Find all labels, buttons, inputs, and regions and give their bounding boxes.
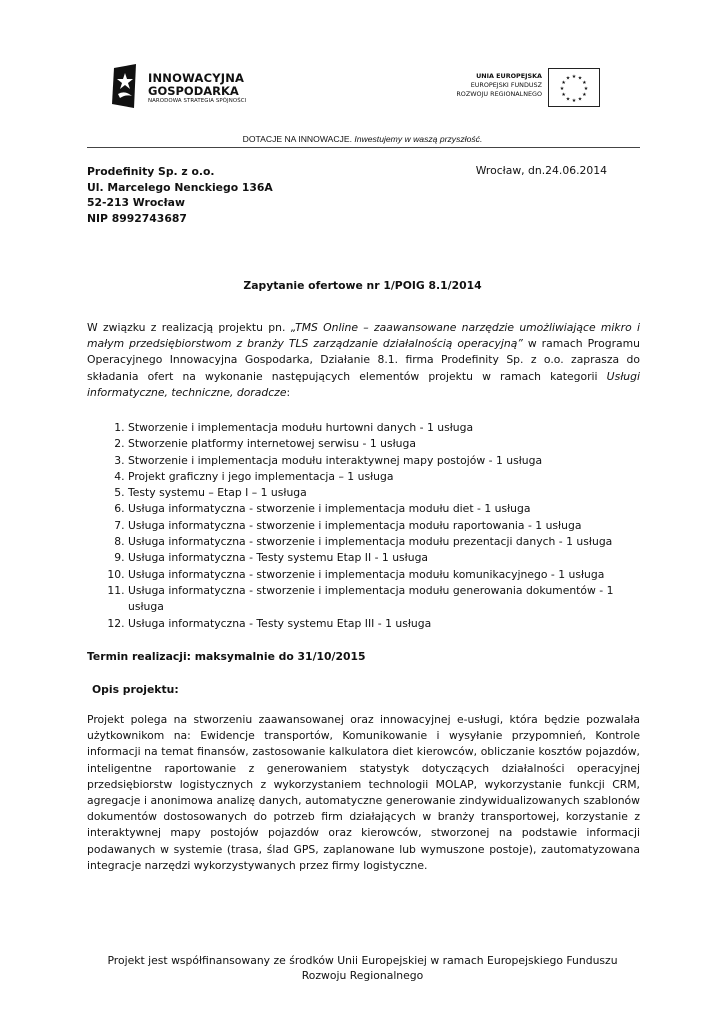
- list-item: 10. Usługa informatyczna - stworzenie i implementacja modułu komunikacyjnego - 1 usługa: [128, 567, 640, 583]
- list-item: 8. Usługa informatyczna - stworzenie i implementacja modułu prezentacji danych - 1 usługa: [128, 534, 640, 550]
- svg-text:★: ★: [577, 96, 583, 103]
- list-item: 5. Testy systemu – Etap I – 1 usługa: [128, 485, 640, 501]
- document-title: Zapytanie ofertowe nr 1/POIG 8.1/2014: [243, 279, 482, 292]
- list-item: 6. Usługa informatyczna - stworzenie i implementacja modułu diet - 1 usługa: [128, 501, 640, 517]
- list-item: 4. Projekt graficzny i jego implementacja – 1 usługa: [128, 469, 640, 485]
- svg-text:★: ★: [561, 92, 566, 98]
- footer: [0, 953, 725, 984]
- header-divider: [87, 147, 640, 148]
- intro-part1: W związku z realizacją projektu pn.: [87, 321, 291, 334]
- intro-paragraph: [87, 320, 640, 401]
- eu-logo-line3: ROZWOJU REGIONALNEGO: [456, 90, 542, 98]
- svg-text:★: ★: [559, 86, 565, 92]
- tagline-plain: DOTACJE NA INNOWACJE.: [242, 134, 352, 144]
- eu-flag-icon: [548, 68, 600, 107]
- logo-ig-line1: INNOWACYJNA: [148, 71, 245, 85]
- eu-logo-line1: UNIA EUROPEJSKA: [476, 72, 542, 80]
- list-item: 9. Usługa informatyczna - Testy systemu Etap II - 1 usługa: [128, 550, 640, 566]
- footer-line2: Rozwoju Regionalnego: [301, 969, 424, 983]
- svg-text:★: ★: [571, 98, 577, 104]
- sender-address: [87, 164, 273, 226]
- intro-part2: w ramach Programu Operacyjnego Innowacyjna Gospodarka, Działanie 8.1. firma Prodefinity Sp. z o.o. zaprasza do składania ofert na wykonanie następujących elementów projektu w ramach kategorii: [87, 337, 640, 383]
- svg-text:★: ★: [582, 80, 587, 86]
- svg-text:★: ★: [565, 96, 571, 103]
- header-tagline: [0, 134, 725, 144]
- project-elements-list: [87, 420, 640, 632]
- tagline-italic: Inwestujemy w waszą przyszłość.: [354, 134, 483, 144]
- list-item: 2. Stworzenie platformy internetowej serwisu - 1 usługa: [128, 436, 640, 452]
- description-paragraph: Projekt polega na stworzeniu zaawansowanej oraz innowacyjnej e-usługi, która będzie pozwalała użytkownikom na: Ewidencje transportów, Komunikowanie i wysyłanie przypomnień, Kontrole informacji na temat finansów, zastosowanie kalkulatora diet kierowców, obliczanie kosztów pojazdów, inteligentne raportowanie z generowaniem statystyk dotyczących działalności operacyjnej przedsiębiorstw logistycznych z wykorzystaniem technologii MOLAP, wykorzystanie funkcji CRM, agregacje i anonimowa analizę danych, automatyczne generowanie zindywidualizowanych szablonów dokumentów dostosowanych do potrzeb firm działających w branży transportowej, korzystanie z interaktywnej mapy postojów pojazdów oraz kierowców, stworzonej na podstawie informacji podawanych w systemie (trasa, ślad GPS, zaplanowane lub wymuszone postoje), zautomatyzowana integracje narzędzi wykorzystywanych przez firmy logistyczne.: [87, 713, 640, 872]
- footer-line1: Projekt jest współfinansowany ze środków Unii Europejskiej w ramach Europejskiego Funduszu: [107, 954, 618, 967]
- eu-logo-line2: EUROPEJSKI FUNDUSZ: [470, 81, 542, 89]
- svg-text:★: ★: [583, 86, 589, 92]
- sender-nip: NIP 8992743687: [87, 211, 187, 225]
- intro-category: Usługi informatyczne, techniczne, doradcze: [87, 369, 640, 399]
- svg-text:★: ★: [577, 75, 583, 82]
- innowacyjna-gospodarka-logo: [112, 64, 262, 110]
- document-date: Wrocław, dn.24.06.2014: [475, 164, 607, 177]
- intro-project-name: „TMS Online – zaawansowane narzędzie umożliwiające mikro i małym przedsiębiorstwom z branży TLS zarządzanie działalnością operacyjną”: [87, 321, 640, 351]
- logo-ig-line2: GOSPODARKA: [148, 84, 239, 98]
- list-item: 7. Usługa informatyczna - stworzenie i implementacja modułu raportowania - 1 usługa: [128, 518, 640, 534]
- svg-text:★: ★: [582, 92, 587, 98]
- svg-text:★: ★: [571, 74, 577, 80]
- innowacyjna-gospodarka-emblem-icon: [112, 64, 138, 108]
- eu-logo: [446, 68, 602, 108]
- sender-street: Ul. Marcelego Nenckiego 136A: [87, 180, 273, 194]
- list-item: 11. Usługa informatyczna - stworzenie i implementacja modułu generowania dokumentów - 1 usługa: [128, 583, 640, 616]
- sender-name: Prodefinity Sp. z o.o.: [87, 165, 215, 178]
- eu-logo-text: [456, 72, 542, 99]
- description-heading: Opis projektu:: [92, 683, 179, 696]
- list-item: 3. Stworzenie i implementacja modułu interaktywnej mapy postojów - 1 usługa: [128, 453, 640, 469]
- deadline: Termin realizacji: maksymalnie do 31/10/2015: [87, 650, 366, 663]
- svg-text:★: ★: [565, 75, 571, 82]
- intro-part3: :: [286, 385, 291, 399]
- logo-ig-line3: NARODOWA STRATEGIA SPÓJNOŚCI: [148, 98, 247, 104]
- sender-city: 52-213 Wrocław: [87, 196, 185, 210]
- list-item: 1. Stworzenie i implementacja modułu hurtowni danych - 1 usługa: [128, 420, 640, 436]
- svg-text:★: ★: [561, 80, 566, 86]
- list-item: 12. Usługa informatyczna - Testy systemu Etap III - 1 usługa: [128, 616, 640, 632]
